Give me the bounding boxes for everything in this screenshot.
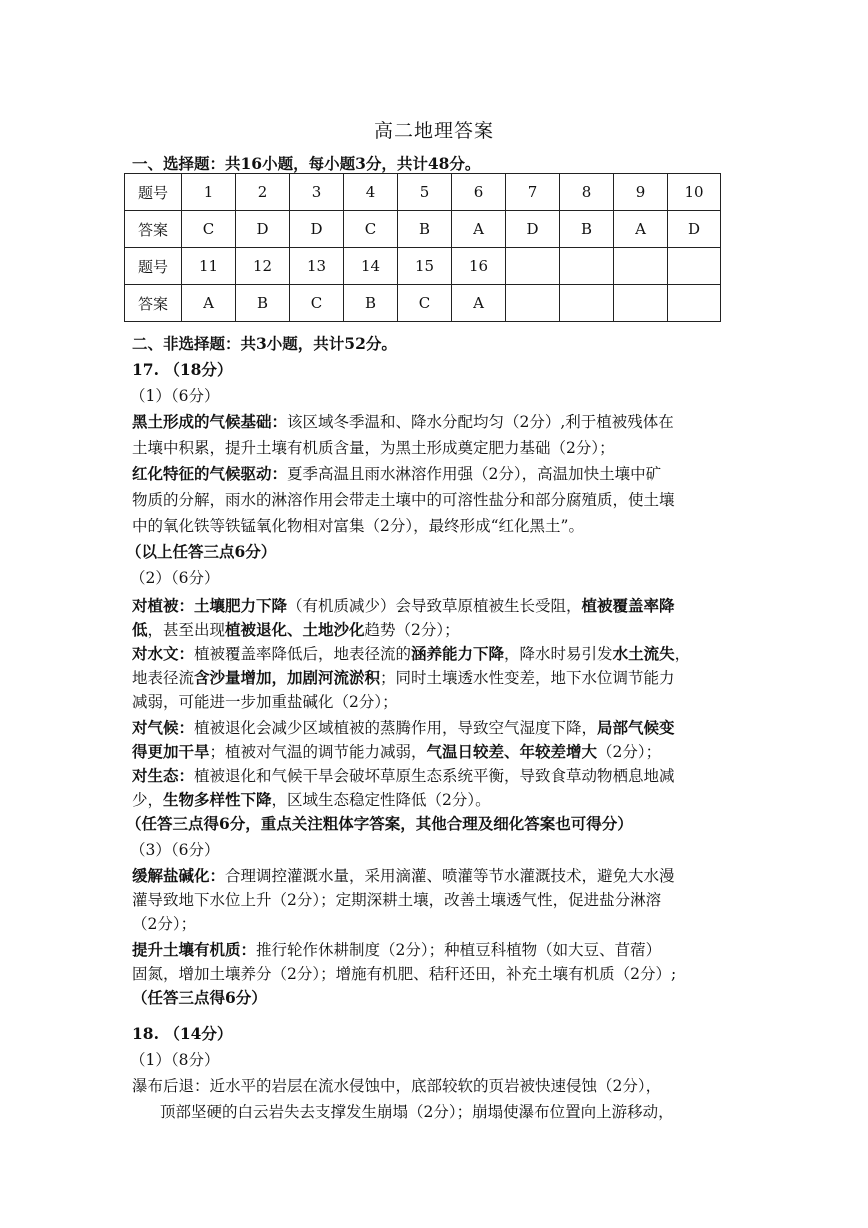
- table-cell: A: [182, 285, 236, 322]
- text-run: 合理调控灌溉水量，采用滴灌、喷灌等节水灌溉技术，避免大水漫: [225, 867, 675, 885]
- q18-p1-line1: 瀑布后退：近水平的岩层在流水侵蚀中，底部较软的页岩被快速侵蚀（2分），: [132, 1077, 662, 1095]
- table-cell: [560, 285, 614, 322]
- text-run: 推行轮作休耕制度（2分）；种植豆科植物（如大豆、苜蓿）: [256, 941, 662, 959]
- q17-p2-d-line2: [132, 788, 491, 812]
- q17-p2-c-line2: [132, 740, 661, 764]
- table-cell: C: [290, 285, 344, 322]
- table-cell: [614, 248, 668, 285]
- table-row: [125, 211, 721, 248]
- q17-p2-a-line1: [132, 594, 675, 618]
- q17-p3-a-line3: （2分）；: [132, 915, 197, 933]
- q17-p3-a-line2: 灌导致地下水位上升（2分）；定期深耕土壤，改善土壤透气性，促进盐分淋溶: [132, 891, 662, 909]
- table-row: [125, 248, 721, 285]
- q17-p3-b-line2: 固氮，增加土壤养分（2分）；增施有机肥、秸秆还田，补充土壤有机质（2分）;: [132, 965, 677, 983]
- text-run: 趋势（2分）；: [364, 621, 460, 639]
- q17-p2-b-line3: 减弱，可能进一步加重盐碱化（2分）；: [132, 693, 398, 711]
- table-row: [125, 174, 721, 211]
- bold-term: 低: [132, 620, 148, 639]
- bold-term: 水土流失: [612, 644, 675, 663]
- bold-term: 黑土形成的气候基础：: [132, 412, 288, 431]
- table-cell: B: [344, 285, 398, 322]
- table-cell: 7: [506, 174, 560, 211]
- q17-p1-note: （以上任答三点6分）: [126, 542, 277, 561]
- table-cell: 6: [452, 174, 506, 211]
- table-cell: 8: [560, 174, 614, 211]
- q17-p1-b-line2: 物质的分解，雨水的淋溶作用会带走土壤中的可溶性盐分和部分腐殖质，使土壤: [132, 491, 675, 509]
- table-cell: A: [452, 211, 506, 248]
- table-cell: 10: [668, 174, 721, 211]
- text-run: 少，: [132, 791, 164, 809]
- row-label-cell: 答案: [125, 285, 182, 322]
- bold-term: 气温日较差、年较差增大: [426, 742, 598, 761]
- bold-term: 对生态：: [132, 766, 195, 785]
- q18-p1-line2: 顶部坚硬的白云岩失去支撑发生崩塌（2分）；崩塌使瀑布位置向上游移动，: [160, 1103, 674, 1121]
- table-cell: 5: [398, 174, 452, 211]
- section-1-heading: 一、选择题：共16小题，每小题3分，共计48分。: [132, 154, 481, 173]
- table-cell: [668, 285, 721, 322]
- table-cell: 13: [290, 248, 344, 285]
- table-cell: [506, 248, 560, 285]
- table-cell: D: [290, 211, 344, 248]
- q17-p2-d-line1: [132, 764, 675, 788]
- page-title: 高二地理答案: [373, 120, 494, 142]
- text-run: 植被覆盖率降低后，地表径流的: [194, 645, 412, 663]
- q17-part3-heading: （3）（6分）: [130, 841, 220, 859]
- table-cell: 14: [344, 248, 398, 285]
- table-cell: A: [452, 285, 506, 322]
- table-cell: [614, 285, 668, 322]
- table-cell: [668, 248, 721, 285]
- text-run: 夏季高温且雨水淋溶作用强（2分），高温加快土壤中矿: [287, 465, 662, 483]
- table-cell: D: [506, 211, 560, 248]
- q17-p1-b-line1: [132, 462, 661, 486]
- table-cell: 3: [290, 174, 344, 211]
- q18-heading: 18. （14分）: [132, 1024, 233, 1043]
- text-run: ，区域生态稳定性降低（2分）。: [271, 791, 491, 809]
- table-cell: C: [398, 285, 452, 322]
- table-cell: 12: [236, 248, 290, 285]
- bold-term: 生物多样性下降: [163, 790, 272, 809]
- section-2-heading: 二、非选择题：共3小题，共计52分。: [132, 334, 397, 353]
- text-run: ，甚至出现: [147, 621, 226, 639]
- text-run: （有机质减少）会导致草原植被生长受阻，: [287, 597, 582, 615]
- text-run: （2分）；: [597, 743, 662, 761]
- table-cell: 15: [398, 248, 452, 285]
- q17-p1-a-line1: [132, 410, 674, 434]
- table-cell: 11: [182, 248, 236, 285]
- table-cell: C: [182, 211, 236, 248]
- table-cell: A: [614, 211, 668, 248]
- text-run: 该区域冬季温和、降水分配均匀（2分）,利于植被残体在: [287, 413, 674, 431]
- table-cell: B: [236, 285, 290, 322]
- table-cell: [560, 248, 614, 285]
- bold-term: 含沙量增加，加剧河流淤积: [194, 668, 381, 687]
- q17-p2-b-line1: [132, 642, 690, 666]
- q17-part1-heading: （1）（6分）: [130, 387, 220, 405]
- bold-term: 植被覆盖率降: [581, 596, 675, 615]
- q17-p3-note: （任答三点得6分）: [132, 988, 267, 1007]
- bold-term: 缓解盐碱化：: [132, 866, 226, 885]
- text-run: ；植被对气温的调节能力减弱，: [209, 743, 427, 761]
- table-cell: 2: [236, 174, 290, 211]
- bold-term: 涵养能力下降: [411, 644, 505, 663]
- q17-p2-b-line2: [132, 666, 675, 690]
- table-cell: 1: [182, 174, 236, 211]
- bold-term: 植被退化、土地沙化: [225, 620, 365, 639]
- bold-term: 对气候：: [132, 718, 195, 737]
- text-run: ，降水时易引发: [504, 645, 613, 663]
- bold-term: 提升土壤有机质：: [132, 940, 257, 959]
- row-label-cell: 答案: [125, 211, 182, 248]
- table-cell: 4: [344, 174, 398, 211]
- q17-p1-b-line3: 中的氧化铁等铁锰氧化物相对富集（2分），最终形成“红化黑土”。: [132, 517, 584, 535]
- q17-p1-a-line2: 土壤中积累，提升土壤有机质含量，为黑土形成奠定肥力基础（2分）；: [132, 439, 615, 457]
- q18-part1-heading: （1）（8分）: [130, 1051, 220, 1069]
- text-run: 植被退化和气候干旱会破坏草原生态系统平衡，导致食草动物栖息地减: [194, 767, 675, 785]
- table-cell: B: [560, 211, 614, 248]
- text-run: ，: [674, 645, 691, 663]
- bold-term: 对植被：土壤肥力下降: [132, 596, 288, 615]
- bold-term: 得更加干旱: [132, 742, 210, 761]
- table-cell: D: [668, 211, 721, 248]
- bold-term: 对水文：: [132, 644, 195, 663]
- bold-term: 局部气候变: [597, 718, 675, 737]
- table-cell: B: [398, 211, 452, 248]
- q17-p3-a-line1: [132, 864, 675, 888]
- q17-heading: 17. （18分）: [132, 360, 233, 379]
- row-label-cell: 题号: [125, 174, 182, 211]
- text-run: 植被退化会减少区域植被的蒸腾作用，导致空气湿度下降，: [194, 719, 598, 737]
- text-run: ；同时土壤透水性变差，地下水位调节能力: [380, 669, 675, 687]
- text-run: 地表径流: [132, 669, 195, 687]
- q17-p2-note: （任答三点得6分，重点关注粗体字答案，其他合理及细化答案也可得分）: [126, 814, 633, 833]
- table-cell: D: [236, 211, 290, 248]
- table-cell: C: [344, 211, 398, 248]
- answer-table: [124, 173, 721, 322]
- q17-p2-a-line2: [132, 618, 460, 642]
- q17-p2-c-line1: [132, 716, 675, 740]
- q17-p3-b-line1: [132, 938, 661, 962]
- table-cell: [506, 285, 560, 322]
- table-cell: 16: [452, 248, 506, 285]
- table-row: [125, 285, 721, 322]
- row-label-cell: 题号: [125, 248, 182, 285]
- bold-term: 红化特征的气候驱动：: [132, 464, 288, 483]
- table-cell: 9: [614, 174, 668, 211]
- q17-part2-heading: （2）（6分）: [130, 569, 220, 587]
